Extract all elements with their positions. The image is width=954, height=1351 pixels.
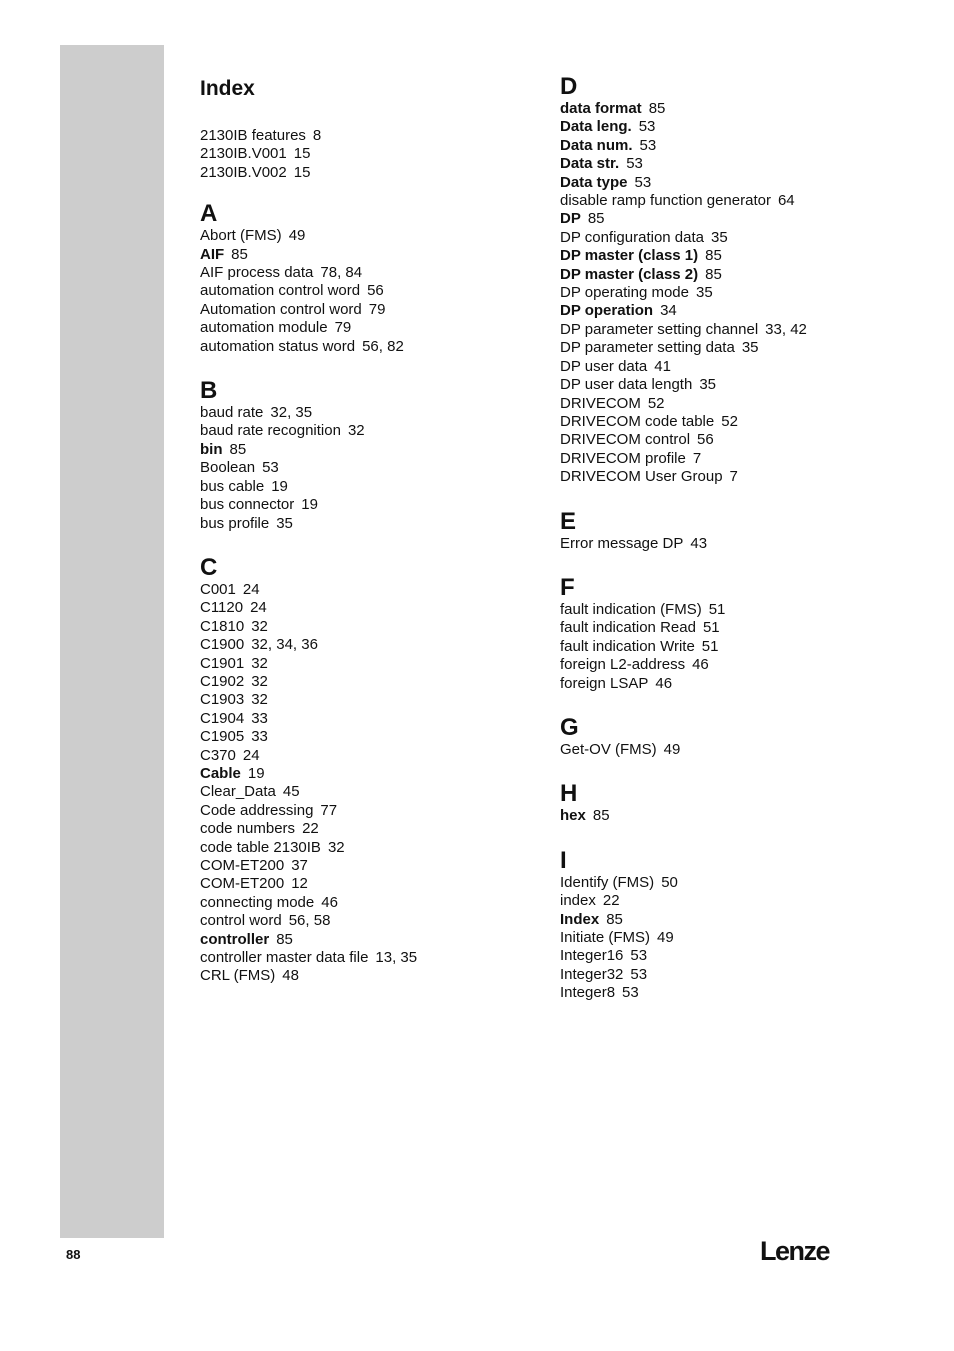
index-entry: [560, 284, 920, 302]
entry-term: C1810: [200, 617, 245, 635]
entry-term: C1902: [200, 672, 245, 690]
entry-pages: 37: [291, 857, 308, 874]
entry-term: hex: [560, 807, 586, 825]
entry-term: COM-ET200: [200, 875, 285, 893]
index-entry: [560, 137, 920, 155]
entry-list: [560, 874, 920, 1003]
index-entry: [560, 450, 920, 468]
entry-pages: 51: [702, 619, 720, 637]
margin-band: [60, 45, 164, 1238]
index-entry: [560, 966, 920, 984]
entry-pages: 53: [626, 155, 643, 173]
index-entry: [560, 874, 920, 892]
index-entry: [200, 404, 540, 422]
entry-pages: 85: [606, 910, 623, 928]
index-entry: [560, 656, 920, 674]
entry-pages: 33: [251, 709, 268, 727]
entry-pages: 41: [654, 357, 671, 375]
index-entry: [560, 229, 920, 247]
index-entry: [560, 807, 920, 825]
index-entry: [200, 515, 540, 533]
entry-term: DP parameter setting channel: [560, 320, 759, 338]
entry-term: C1900: [200, 636, 245, 654]
entry-term: DP operation: [560, 302, 654, 320]
entry-term: controller: [200, 930, 270, 948]
index-entry: [560, 638, 920, 656]
section-letter: D: [560, 73, 578, 100]
entry-pages: 77: [320, 801, 338, 819]
entry-term: Boolean: [200, 459, 256, 477]
index-entry: [200, 618, 540, 636]
index-entry: [560, 984, 920, 1002]
entry-term: DP master (class 1): [560, 247, 699, 265]
entry-term: control word: [200, 912, 282, 930]
entry-term: 2130IB.V002: [200, 163, 287, 181]
entry-term: Identify (FMS): [560, 873, 655, 891]
entry-pages: 22: [602, 892, 620, 910]
index-entry: [560, 302, 920, 320]
entry-pages: 24: [250, 599, 267, 617]
entry-term: Initiate (FMS): [560, 929, 651, 946]
entry-pages: 49: [657, 929, 674, 946]
index-entry: [200, 459, 540, 477]
entry-pages: 85: [705, 247, 722, 265]
index-entry: [200, 783, 540, 801]
section-letter: F: [560, 573, 575, 601]
entry-pages: 35: [741, 339, 759, 357]
entry-pages: 85: [276, 930, 293, 948]
entry-pages: 49: [288, 227, 306, 245]
index-entry: [560, 431, 920, 449]
index-entry: [200, 691, 540, 709]
section-letter: I: [560, 846, 567, 874]
entry-term: bus profile: [200, 514, 270, 532]
entry-pages: 46: [321, 893, 338, 911]
entry-term: Integer32: [560, 965, 624, 983]
entry-pages: 49: [663, 740, 681, 758]
entry-pages: 13, 35: [375, 949, 418, 967]
index-entry: [200, 912, 540, 930]
entry-term: Data num.: [560, 136, 633, 154]
entry-term: 2130IB features: [200, 127, 306, 144]
entry-term: AIF: [200, 245, 225, 263]
entry-pages: 32, 35: [270, 404, 313, 422]
index-column-right: [560, 74, 920, 1025]
entry-term: automation control word: [200, 282, 361, 300]
right-sections: [560, 74, 920, 1003]
entry-term: disable ramp function generator: [560, 192, 771, 210]
entry-pages: 85: [648, 100, 666, 117]
index-entry: [560, 911, 920, 929]
entry-pages: 52: [721, 412, 738, 430]
entry-pages: 19: [271, 477, 288, 495]
index-entry: [560, 741, 920, 759]
entry-term: CRL (FMS): [200, 967, 276, 985]
page-title: Index: [200, 77, 255, 100]
entry-term: Abort (FMS): [200, 227, 282, 245]
entry-list: [560, 807, 920, 825]
entry-list: [560, 100, 920, 487]
index-entry: [560, 376, 920, 394]
entry-term: DP operating mode: [560, 284, 689, 302]
entry-term: foreign L2-address: [560, 656, 686, 674]
letter-section: [200, 555, 540, 986]
index-entry: [560, 929, 920, 947]
index-entry: [200, 145, 540, 163]
left-sections: [200, 201, 540, 986]
index-entry: [200, 655, 540, 673]
entry-term: fault indication (FMS): [560, 600, 702, 618]
entry-term: Error message DP: [560, 534, 684, 552]
entry-term: foreign LSAP: [560, 674, 649, 692]
letter-section: [560, 509, 920, 553]
entry-term: automation module: [200, 319, 328, 337]
entry-pages: 32: [251, 691, 268, 709]
section-letter: C: [200, 553, 218, 581]
entry-list: [200, 227, 540, 356]
section-letter: B: [200, 377, 218, 405]
entry-term: 2130IB.V001: [200, 145, 287, 163]
entry-term: DP configuration data: [560, 228, 704, 246]
letter-section: [200, 378, 540, 533]
entry-term: C001: [200, 580, 236, 598]
letter-section: [560, 715, 920, 759]
entry-term: connecting mode: [200, 893, 315, 911]
index-entry: [200, 264, 540, 282]
entry-term: bus cable: [200, 477, 265, 495]
index-entry: [560, 266, 920, 284]
entry-term: C1905: [200, 728, 245, 746]
page-number: 88: [66, 1247, 81, 1262]
index-entry: [200, 422, 540, 440]
index-entry: [560, 395, 920, 413]
letter-section: [560, 74, 920, 487]
index-entry: [560, 601, 920, 619]
index-entry: [560, 155, 920, 173]
index-entry: [200, 839, 540, 857]
entry-term: C1120: [200, 599, 244, 617]
index-entry: [200, 301, 540, 319]
lenze-logo: Lenze: [760, 1236, 830, 1266]
entry-pages: 43: [690, 534, 708, 552]
entry-pages: 85: [705, 265, 722, 283]
index-entry: [200, 820, 540, 838]
index-entry: [200, 164, 540, 182]
entry-pages: 56, 58: [288, 912, 331, 930]
entry-term: Data str.: [560, 155, 620, 173]
letter-section: [200, 201, 540, 356]
entry-pages: 45: [282, 783, 300, 801]
index-entry: [560, 174, 920, 192]
index-entry: [560, 100, 920, 118]
entry-term: baud rate: [200, 404, 264, 422]
entry-term: DRIVECOM profile: [560, 449, 686, 467]
index-entry: [200, 710, 540, 728]
entry-pages: 53: [622, 984, 639, 1002]
entry-term: C1904: [200, 709, 245, 727]
section-letter: E: [560, 507, 577, 535]
entry-term: C370: [200, 746, 236, 764]
entry-pages: 46: [655, 674, 673, 692]
entry-pages: 56, 82: [362, 337, 404, 355]
letter-section: [560, 848, 920, 1003]
numeric-entries: [200, 127, 540, 182]
index-entry: [560, 535, 920, 553]
entry-pages: 35: [276, 514, 293, 532]
entry-term: fault indication Read: [560, 619, 696, 637]
entry-term: code numbers: [200, 820, 296, 838]
entry-pages: 79: [368, 300, 386, 318]
entry-pages: 53: [262, 459, 279, 477]
entry-pages: 53: [638, 118, 656, 136]
index-entry: [200, 931, 540, 949]
entry-pages: 52: [647, 394, 665, 412]
entry-pages: 85: [587, 210, 605, 228]
entry-pages: 35: [699, 376, 716, 394]
index-entry: [560, 210, 920, 228]
section-letter: A: [200, 200, 218, 228]
index-entry: [560, 468, 920, 486]
entry-pages: 46: [692, 656, 709, 674]
entry-term: Data leng.: [560, 118, 632, 136]
index-entry: [560, 321, 920, 339]
entry-pages: 7: [692, 449, 702, 467]
entry-pages: 48: [282, 967, 299, 985]
index-entry: [200, 496, 540, 514]
entry-pages: 8: [312, 127, 322, 144]
entry-term: bus connector: [200, 496, 295, 514]
entry-pages: 7: [729, 468, 738, 486]
entry-pages: 15: [293, 145, 311, 163]
index-entry: [560, 118, 920, 136]
entry-term: DP parameter setting data: [560, 339, 735, 357]
entry-pages: 32: [251, 617, 268, 635]
index-entry: [560, 947, 920, 965]
entry-term: Automation control word: [200, 300, 362, 318]
entry-pages: 53: [630, 965, 648, 983]
index-entry: [200, 673, 540, 691]
index-entry: [200, 728, 540, 746]
entry-pages: 12: [291, 875, 308, 893]
index-column-left: [200, 74, 540, 1008]
index-entry: [560, 192, 920, 210]
entry-term: Clear_Data: [200, 783, 276, 801]
entry-term: Data type: [560, 173, 628, 191]
entry-term: Cable: [200, 764, 241, 782]
index-entry: [200, 319, 540, 337]
entry-list: [200, 404, 540, 533]
index-entry: [200, 857, 540, 875]
entry-pages: 32: [327, 838, 345, 856]
entry-pages: 51: [701, 637, 719, 655]
index-entry: [200, 765, 540, 783]
index-entry: [200, 875, 540, 893]
entry-term: index: [560, 892, 596, 910]
entry-pages: 85: [231, 245, 248, 263]
entry-term: controller master data file: [200, 949, 369, 967]
entry-list: [560, 601, 920, 693]
index-entry: [200, 338, 540, 356]
entry-term: baud rate recognition: [200, 422, 341, 440]
entry-pages: 51: [708, 600, 726, 618]
index-entry: [200, 894, 540, 912]
entry-pages: 79: [334, 319, 352, 337]
index-entry: [560, 619, 920, 637]
entry-pages: 15: [293, 163, 311, 181]
entry-term: DP user data: [560, 357, 648, 375]
entry-pages: 19: [301, 496, 318, 514]
entry-pages: 33: [251, 728, 268, 746]
index-entry: [200, 636, 540, 654]
entry-term: DP user data length: [560, 376, 693, 394]
entry-pages: 32: [251, 672, 268, 690]
index-entry: [200, 441, 540, 459]
index-entry: [200, 802, 540, 820]
entry-term: C1901: [200, 654, 245, 672]
index-entry: [200, 581, 540, 599]
index-entry: [200, 949, 540, 967]
section-letter: G: [560, 713, 579, 741]
entry-term: Get-OV (FMS): [560, 740, 657, 758]
entry-list: [560, 741, 920, 759]
entry-pages: 24: [242, 580, 260, 598]
entry-pages: 32: [251, 654, 268, 672]
index-entry: [200, 967, 540, 985]
entry-list: [200, 581, 540, 986]
entry-term: DRIVECOM User Group: [560, 468, 723, 486]
entry-pages: 53: [630, 947, 648, 965]
index-entry: [560, 892, 920, 910]
index-entry: [200, 227, 540, 245]
index-entry: [560, 339, 920, 357]
entry-pages: 19: [247, 764, 265, 782]
entry-pages: 35: [695, 284, 713, 302]
entry-term: DP: [560, 210, 581, 228]
entry-term: bin: [200, 440, 223, 458]
entry-pages: 32, 34, 36: [251, 636, 318, 654]
index-entry: [200, 599, 540, 617]
entry-pages: 33, 42: [765, 320, 807, 338]
entry-pages: 56: [367, 282, 384, 300]
entry-pages: 85: [229, 440, 247, 458]
entry-term: data format: [560, 100, 642, 117]
section-letter: H: [560, 780, 578, 808]
entry-pages: 53: [634, 173, 652, 191]
entry-term: automation status word: [200, 337, 356, 355]
entry-pages: 64: [777, 192, 795, 210]
index-entry: [560, 675, 920, 693]
entry-term: AIF process data: [200, 264, 314, 282]
letter-section: [560, 575, 920, 693]
index-entry: [200, 282, 540, 300]
index-entry: [560, 358, 920, 376]
entry-pages: 53: [639, 136, 657, 154]
index-entry: [200, 246, 540, 264]
index-entry: [200, 747, 540, 765]
entry-pages: 32: [347, 422, 365, 440]
index-entry: [560, 413, 920, 431]
entry-term: Integer8: [560, 984, 616, 1002]
letter-section: [560, 781, 920, 825]
index-entry: [200, 127, 540, 145]
index-entry: [200, 478, 540, 496]
entry-term: COM-ET200: [200, 857, 285, 874]
entry-pages: 85: [592, 807, 610, 825]
entry-term: DRIVECOM control: [560, 431, 691, 449]
entry-term: fault indication Write: [560, 637, 695, 655]
entry-term: DRIVECOM code table: [560, 412, 715, 430]
entry-pages: 24: [242, 746, 260, 764]
entry-pages: 78, 84: [320, 264, 363, 282]
entry-list: [560, 535, 920, 553]
entry-pages: 34: [660, 302, 677, 320]
entry-pages: 50: [661, 873, 678, 891]
entry-pages: 22: [302, 820, 319, 838]
entry-term: Integer16: [560, 947, 624, 965]
entry-term: Code addressing: [200, 801, 314, 819]
entry-term: DRIVECOM: [560, 394, 641, 412]
index-entry: [560, 247, 920, 265]
entry-term: DP master (class 2): [560, 265, 699, 283]
entry-term: C1903: [200, 691, 245, 709]
entry-pages: 35: [711, 228, 728, 246]
entry-pages: 56: [697, 431, 714, 449]
entry-term: code table 2130IB: [200, 838, 321, 856]
entry-term: Index: [560, 910, 600, 928]
